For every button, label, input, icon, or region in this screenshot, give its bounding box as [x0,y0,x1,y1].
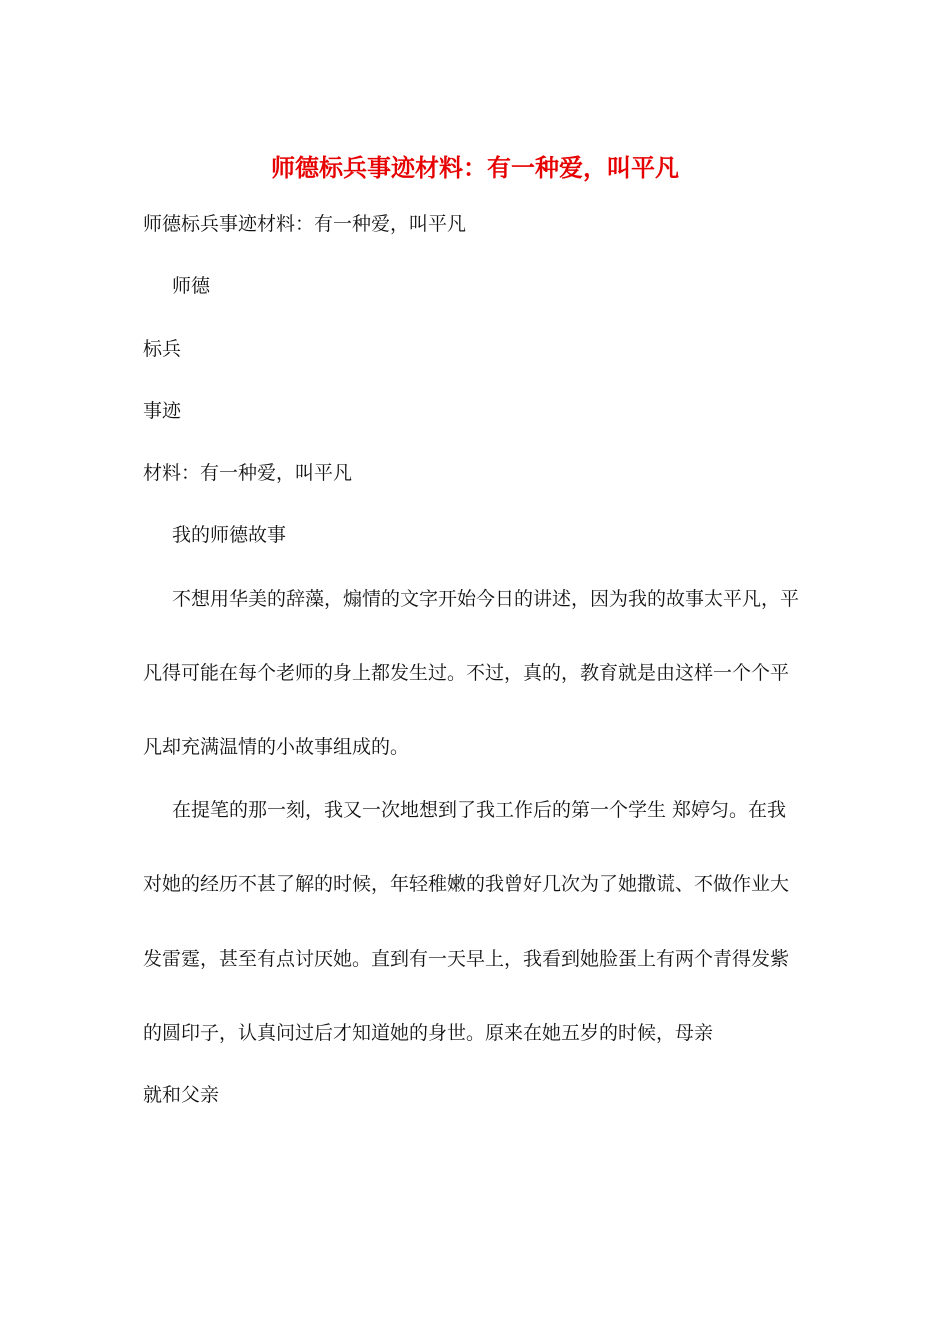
paragraph-line: 对她的经历不甚了解的时候，年轻稚嫩的我曾好几次为了她撒谎、不做作业大 [143,873,790,895]
paragraph-line: 的圆印子，认真问过后才知道她的身世。原来在她五岁的时候，母亲 [143,1022,714,1044]
paragraph-line: 凡得可能在每个老师的身上都发生过。不过，真的，教育就是由这样一个个平 [143,662,790,684]
heading-line: 材料：有一种爱，叫平凡 [143,462,353,484]
paragraph-line: 在提笔的那一刻，我又一次地想到了我工作后的第一个学生 郑婷匀。在我 [172,799,787,821]
heading-line: 师德 [172,275,211,297]
heading-line: 标兵 [143,338,182,360]
paragraph-line: 凡却充满温情的小故事组成的。 [143,736,410,758]
section-heading: 我的师德故事 [172,524,287,546]
paragraph-line: 发雷霆，甚至有点讨厌她。直到有一天早上，我看到她脸蛋上有两个青得发紫 [143,948,790,970]
heading-line: 事迹 [143,400,182,422]
paragraph-line: 不想用华美的辞藻，煽情的文字开始今日的讲述，因为我的故事太平凡，平 [172,588,800,610]
subtitle-line: 师德标兵事迹材料：有一种爱，叫平凡 [143,213,467,235]
document-title: 师德标兵事迹材料：有一种爱，叫平凡 [271,153,679,182]
paragraph-line: 就和父亲 [143,1084,220,1106]
